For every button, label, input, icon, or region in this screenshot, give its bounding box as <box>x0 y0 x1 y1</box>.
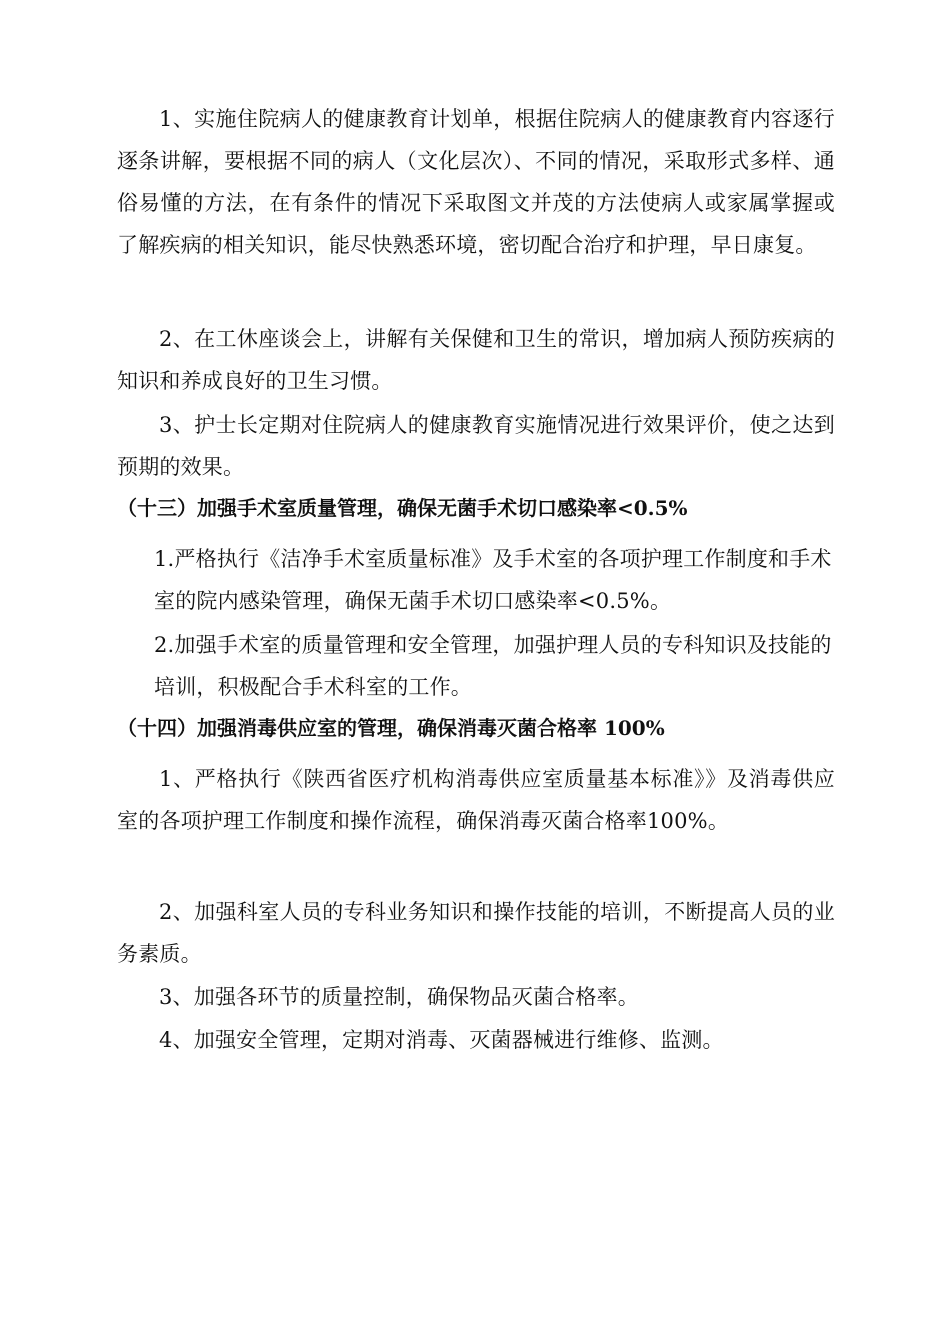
paragraph-sterilization-standard: 1、严格执行《陕西省医疗机构消毒供应室质量基本标准》》及消毒供应室的各项护理工作制度和操作流程，确保消毒灭菌合格率100%。 <box>117 767 835 833</box>
paragraph-safety-management: 4、加强安全管理，定期对消毒、灭菌器械进行维修、监测。 <box>159 1028 724 1052</box>
paragraph-rest-meeting: 2、在工休座谈会上，讲解有关保健和卫生的常识，增加病人预防疾病的知识和养成良好的卫生习惯。 <box>117 327 835 393</box>
paragraph-health-education-plan: 1、实施住院病人的健康教育计划单，根据住院病人的健康教育内容逐行逐条讲解，要根据不同的病人（文化层次）、不同的情况，采取形式多样、通俗易懂的方法，在有条件的情况下采取图文并茂的方法使病人或家属掌握或了解疾病的相关知识，能尽快熟悉环境，密切配合治疗和护理，早日康复。 <box>117 107 835 257</box>
list-item-operating-room-standard: 1.严格执行《洁净手术室质量标准》及手术室的各项护理工作制度和手术室的院内感染管理，确保无菌手术切口感染率<0.5%。 <box>154 547 832 613</box>
list-item-operating-room-management: 2.加强手术室的质量管理和安全管理，加强护理人员的专科知识及技能的培训，积极配合手术科室的工作。 <box>154 633 832 699</box>
paragraph-quality-control: 3、加强各环节的质量控制，确保物品灭菌合格率。 <box>159 985 639 1009</box>
section-heading-operating-room: （十三）加强手术室质量管理，确保无菌手术切口感染率<0.5% <box>117 496 688 520</box>
paragraph-head-nurse-evaluation: 3、护士长定期对住院病人的健康教育实施情况进行效果评价，使之达到预期的效果。 <box>117 413 835 479</box>
paragraph-staff-training: 2、加强科室人员的专科业务知识和操作技能的培训，不断提高人员的业务素质。 <box>117 900 835 966</box>
section-heading-sterilization-room: （十四）加强消毒供应室的管理，确保消毒灭菌合格率 100% <box>117 716 665 740</box>
